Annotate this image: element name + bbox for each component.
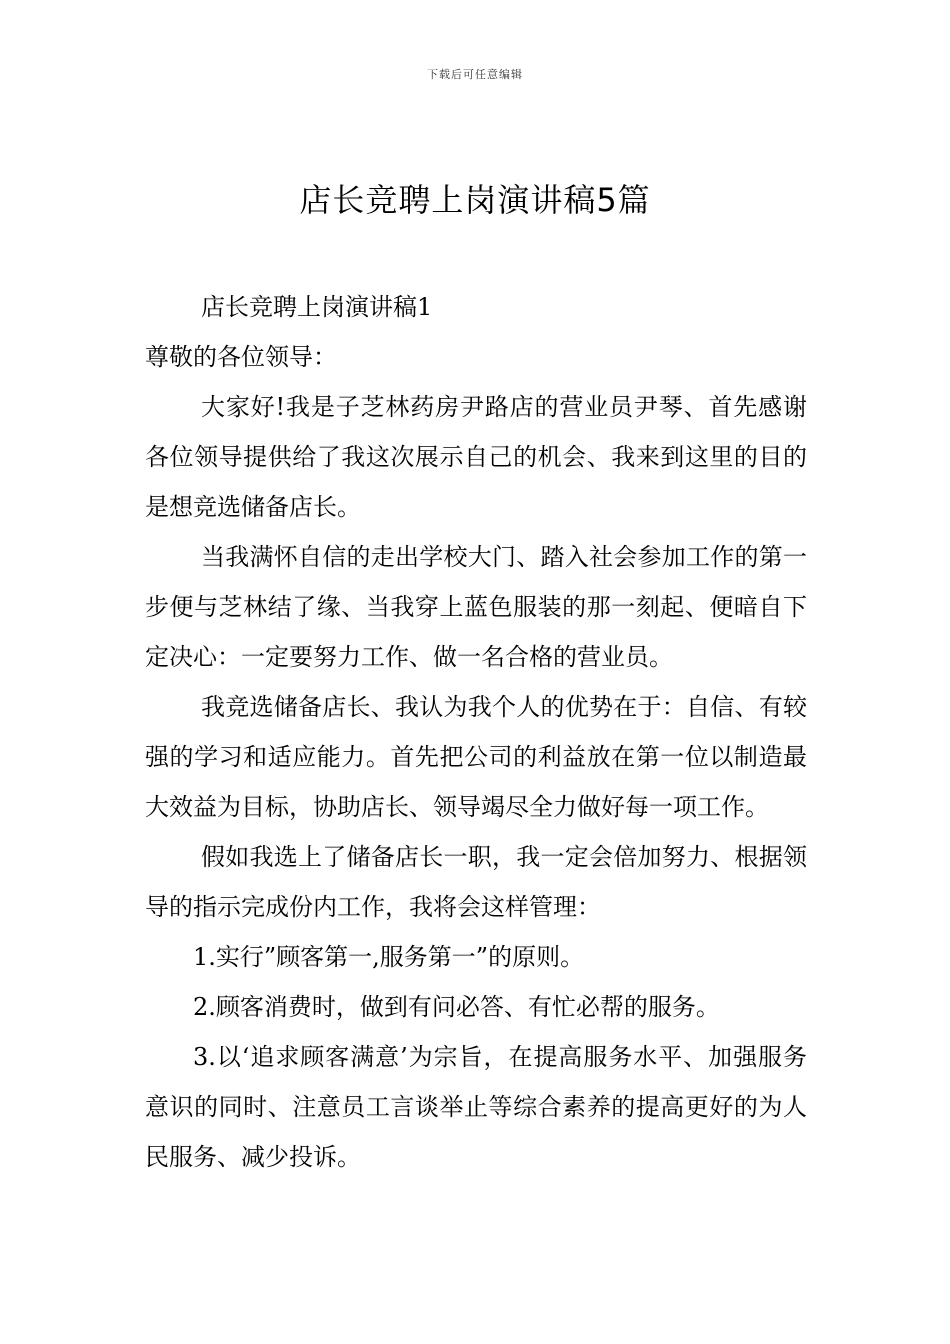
paragraph: 假如我选上了储备店长一职，我一定会倍加努力、根据领导的指示完成份内工作，我将会这样管理：: [145, 843, 807, 921]
document-body: [145, 282, 807, 1182]
paragraph: 我竞选储备店长、我认为我个人的优势在于：自信、有较强的学习和适应能力。首先把公司的利益放在第一位以制造最大效益为目标，协助店长、领导竭尽全力做好每一项工作。: [145, 693, 807, 821]
document-title: 店长竞聘上岗演讲稿5篇: [299, 181, 651, 219]
paragraph: 当我满怀自信的走出学校大门、踏入社会参加工作的第一步便与芝林结了缘、当我穿上蓝色服装的那一刻起、便暗自下定决心：一定要努力工作、做一名合格的营业员。: [145, 543, 807, 671]
header-note: 下载后可任意编辑: [427, 68, 523, 81]
paragraph: 大家好!我是子芝林药房尹路店的营业员尹琴、首先感谢各位领导提供给了我这次展示自己的机会、我来到这里的目的是想竞选储备店长。: [145, 393, 807, 521]
salutation: 尊敬的各位领导：: [145, 343, 337, 371]
list-item: 1.实行”顾客第一,服务第一”的原则。: [193, 943, 585, 971]
list-item: 2.顾客消费时，做到有问必答、有忙必帮的服务。: [193, 993, 720, 1021]
speech-subtitle: 店长竞聘上岗演讲稿1: [201, 293, 433, 321]
list-item: 3.以‘追求顾客满意’为宗旨，在提高服务水平、加强服务意识的同时、注意员工言谈举止等综合素养的提高更好的为人民服务、减少投诉。: [145, 1043, 807, 1171]
